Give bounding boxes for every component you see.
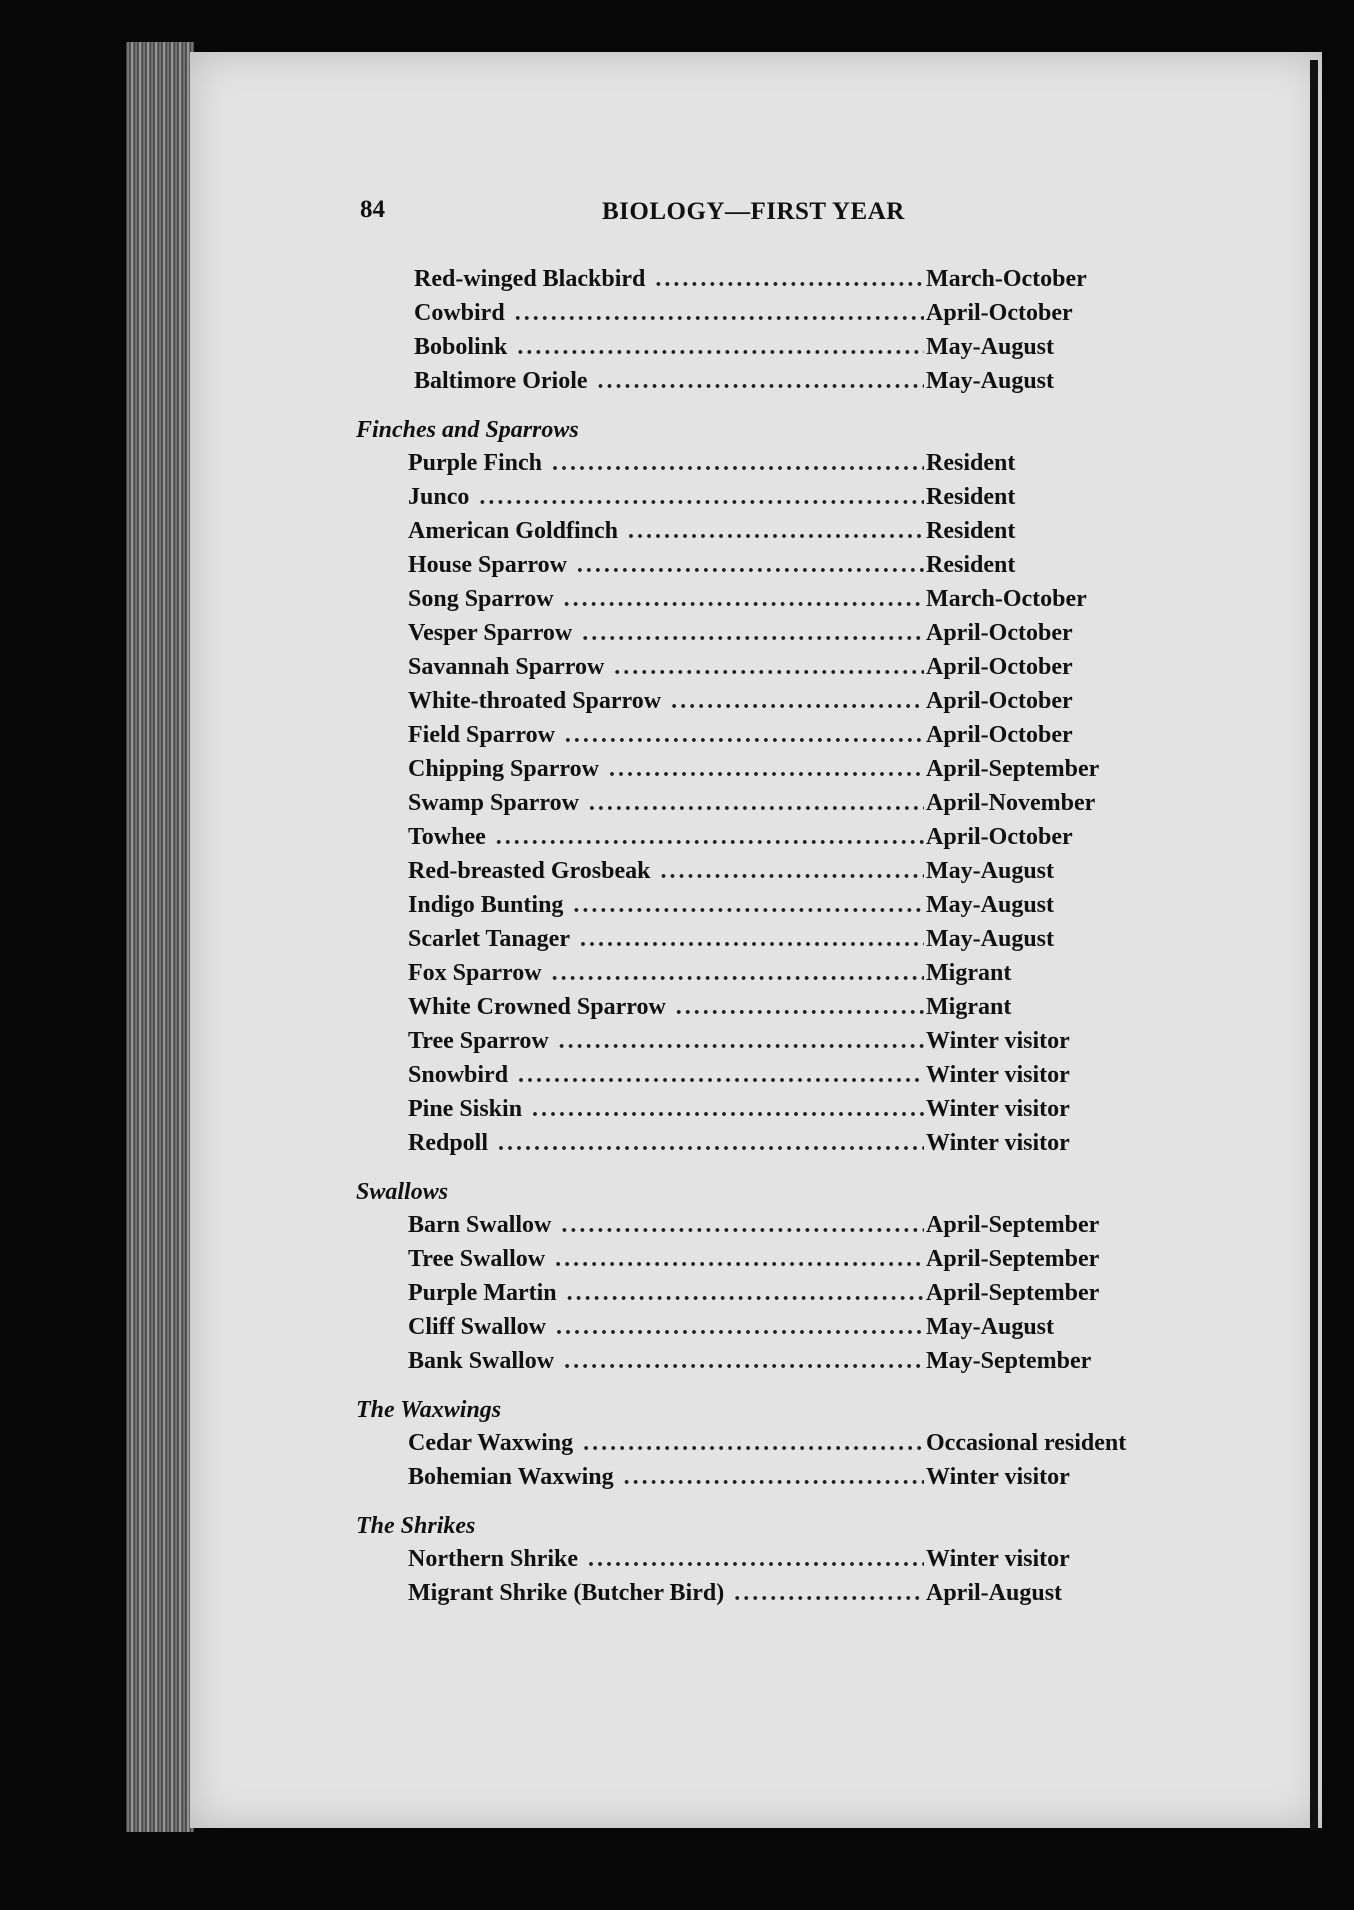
bird-name: Vesper Sparrow — [408, 620, 573, 646]
bird-entry-row — [356, 616, 1176, 650]
bird-section — [356, 1176, 1176, 1378]
residency-status: April-October — [926, 654, 1073, 680]
dot-leader — [564, 582, 924, 616]
bird-entry-row — [356, 1276, 1176, 1310]
bird-name: Cedar Waxwing — [408, 1430, 574, 1456]
residency-status: Resident — [926, 518, 1016, 544]
bird-entry-row — [356, 956, 1176, 990]
bird-entry-row — [356, 786, 1176, 820]
bird-entry-row — [356, 1126, 1176, 1160]
dot-leader — [564, 1344, 924, 1378]
bird-name: Song Sparrow — [408, 586, 554, 612]
bird-entry-row — [356, 1092, 1176, 1126]
bird-name: Fox Sparrow — [408, 960, 542, 986]
bird-entry-row — [356, 1576, 1176, 1610]
dot-leader — [573, 888, 924, 922]
dot-leader — [614, 650, 924, 684]
residency-status: May-August — [926, 368, 1055, 394]
bird-entry-row — [356, 854, 1176, 888]
dot-leader — [532, 1092, 924, 1126]
bird-name: Savannah Sparrow — [408, 654, 605, 680]
bird-entry-row — [356, 262, 1176, 296]
dot-leader — [588, 1542, 924, 1576]
residency-status: May-August — [926, 1314, 1055, 1340]
bird-name: Baltimore Oriole — [414, 368, 588, 394]
bird-entry-row — [356, 514, 1176, 548]
bird-entry-row — [356, 480, 1176, 514]
bird-name: Snowbird — [408, 1062, 509, 1088]
dot-leader — [552, 446, 924, 480]
bird-name: Swamp Sparrow — [408, 790, 579, 816]
bird-entry-row — [356, 1310, 1176, 1344]
residency-status: Migrant — [926, 994, 1012, 1020]
page-header — [360, 196, 960, 236]
dot-leader — [515, 296, 924, 330]
residency-status: Migrant — [926, 960, 1012, 986]
residency-status: April-November — [926, 790, 1096, 816]
residency-status: Winter visitor — [926, 1464, 1070, 1490]
dot-leader — [660, 854, 924, 888]
bird-entry-row — [356, 718, 1176, 752]
bird-name: Redpoll — [408, 1130, 489, 1156]
residency-status: April-September — [926, 1212, 1100, 1238]
residency-status: Winter visitor — [926, 1028, 1070, 1054]
bird-entry-row — [356, 752, 1176, 786]
bird-name: Barn Swallow — [408, 1212, 552, 1238]
bird-section — [356, 262, 1176, 398]
bird-entry-row — [356, 922, 1176, 956]
bird-entry-row — [356, 364, 1176, 398]
dot-leader — [589, 786, 924, 820]
residency-status: Occasional resident — [926, 1430, 1127, 1456]
running-title: BIOLOGY—FIRST YEAR — [602, 198, 905, 225]
bird-name: White Crowned Sparrow — [408, 994, 666, 1020]
book-page-edges — [126, 42, 194, 1832]
residency-status: May-August — [926, 334, 1055, 360]
residency-status: April-October — [926, 688, 1073, 714]
residency-status: March-October — [926, 586, 1087, 612]
bird-name: American Goldfinch — [408, 518, 618, 544]
bird-entry-row — [356, 582, 1176, 616]
dot-leader — [582, 616, 924, 650]
residency-status: March-October — [926, 266, 1087, 292]
section-heading: Finches and Sparrows — [356, 417, 579, 443]
bird-name: Red-winged Blackbird — [414, 266, 646, 292]
bird-name: Scarlet Tanager — [408, 926, 570, 952]
residency-status: April-October — [926, 824, 1073, 850]
bird-name: Purple Martin — [408, 1280, 557, 1306]
bird-name: Pine Siskin — [408, 1096, 523, 1122]
bird-name: Bohemian Waxwing — [408, 1464, 614, 1490]
dot-leader — [598, 364, 924, 398]
residency-status: April-September — [926, 1246, 1100, 1272]
residency-status: Winter visitor — [926, 1096, 1070, 1122]
bird-section — [356, 1394, 1176, 1494]
bird-name: Field Sparrow — [408, 722, 555, 748]
bird-entry-row — [356, 1208, 1176, 1242]
bird-name: Cowbird — [414, 300, 505, 326]
dot-leader — [609, 752, 924, 786]
dot-leader — [556, 1310, 924, 1344]
residency-status: April-August — [926, 1580, 1063, 1606]
dot-leader — [734, 1576, 924, 1610]
dot-leader — [577, 548, 924, 582]
bird-name: Tree Sparrow — [408, 1028, 549, 1054]
bird-name: Bobolink — [414, 334, 508, 360]
dot-leader — [583, 1426, 924, 1460]
residency-status: May-September — [926, 1348, 1092, 1374]
residency-status: April-September — [926, 756, 1100, 782]
dot-leader — [671, 684, 924, 718]
dot-leader — [555, 1242, 924, 1276]
bird-name: Indigo Bunting — [408, 892, 564, 918]
bird-migration-table — [356, 262, 1176, 1626]
bird-entry-row — [356, 1426, 1176, 1460]
bird-name: Junco — [408, 484, 470, 510]
residency-status: Winter visitor — [926, 1130, 1070, 1156]
bird-name: Red-breasted Grosbeak — [408, 858, 651, 884]
dot-leader — [559, 1024, 924, 1058]
residency-status: Resident — [926, 484, 1016, 510]
page-number: 84 — [360, 196, 385, 223]
residency-status: April-September — [926, 1280, 1100, 1306]
dot-leader — [552, 956, 924, 990]
bird-name: Purple Finch — [408, 450, 543, 476]
bird-entry-row — [356, 888, 1176, 922]
residency-status: April-October — [926, 620, 1073, 646]
bird-entry-row — [356, 1344, 1176, 1378]
bird-name: Chipping Sparrow — [408, 756, 599, 782]
bird-name: Bank Swallow — [408, 1348, 555, 1374]
dot-leader — [565, 718, 924, 752]
residency-status: April-October — [926, 300, 1073, 326]
section-heading: The Waxwings — [356, 1397, 502, 1423]
bird-name: White-throated Sparrow — [408, 688, 662, 714]
residency-status: Winter visitor — [926, 1062, 1070, 1088]
bird-entry-row — [356, 548, 1176, 582]
residency-status: Resident — [926, 552, 1016, 578]
bird-entry-row — [356, 296, 1176, 330]
bird-name: Cliff Swallow — [408, 1314, 546, 1340]
residency-status: Resident — [926, 450, 1016, 476]
bird-entry-row — [356, 990, 1176, 1024]
residency-status: May-August — [926, 892, 1055, 918]
residency-status: May-August — [926, 926, 1055, 952]
dot-leader — [628, 514, 924, 548]
dot-leader — [567, 1276, 924, 1310]
section-heading: The Shrikes — [356, 1513, 476, 1539]
dot-leader — [580, 922, 924, 956]
bird-name: Towhee — [408, 824, 486, 850]
bird-entry-row — [356, 650, 1176, 684]
dot-leader — [517, 330, 924, 364]
bird-entry-row — [356, 330, 1176, 364]
dot-leader — [479, 480, 924, 514]
dot-leader — [676, 990, 924, 1024]
bird-entry-row — [356, 446, 1176, 480]
dot-leader — [518, 1058, 924, 1092]
dot-leader — [655, 262, 924, 296]
residency-status: May-August — [926, 858, 1055, 884]
dot-leader — [498, 1126, 924, 1160]
dot-leader — [561, 1208, 924, 1242]
residency-status: April-October — [926, 722, 1073, 748]
bird-section — [356, 414, 1176, 1160]
dot-leader — [624, 1460, 924, 1494]
bird-entry-row — [356, 1460, 1176, 1494]
bird-entry-row — [356, 1024, 1176, 1058]
bird-name: Tree Swallow — [408, 1246, 546, 1272]
section-heading: Swallows — [356, 1179, 449, 1205]
bird-name: House Sparrow — [408, 552, 567, 578]
bird-entry-row — [356, 1542, 1176, 1576]
bird-entry-row — [356, 1242, 1176, 1276]
residency-status: Winter visitor — [926, 1546, 1070, 1572]
bird-section — [356, 1510, 1176, 1610]
bird-entry-row — [356, 1058, 1176, 1092]
bird-name: Migrant Shrike (Butcher Bird) — [408, 1580, 725, 1606]
bird-entry-row — [356, 684, 1176, 718]
page-edge-shadow — [1310, 60, 1318, 1830]
bird-name: Northern Shrike — [408, 1546, 578, 1572]
bird-entry-row — [356, 820, 1176, 854]
dot-leader — [496, 820, 924, 854]
